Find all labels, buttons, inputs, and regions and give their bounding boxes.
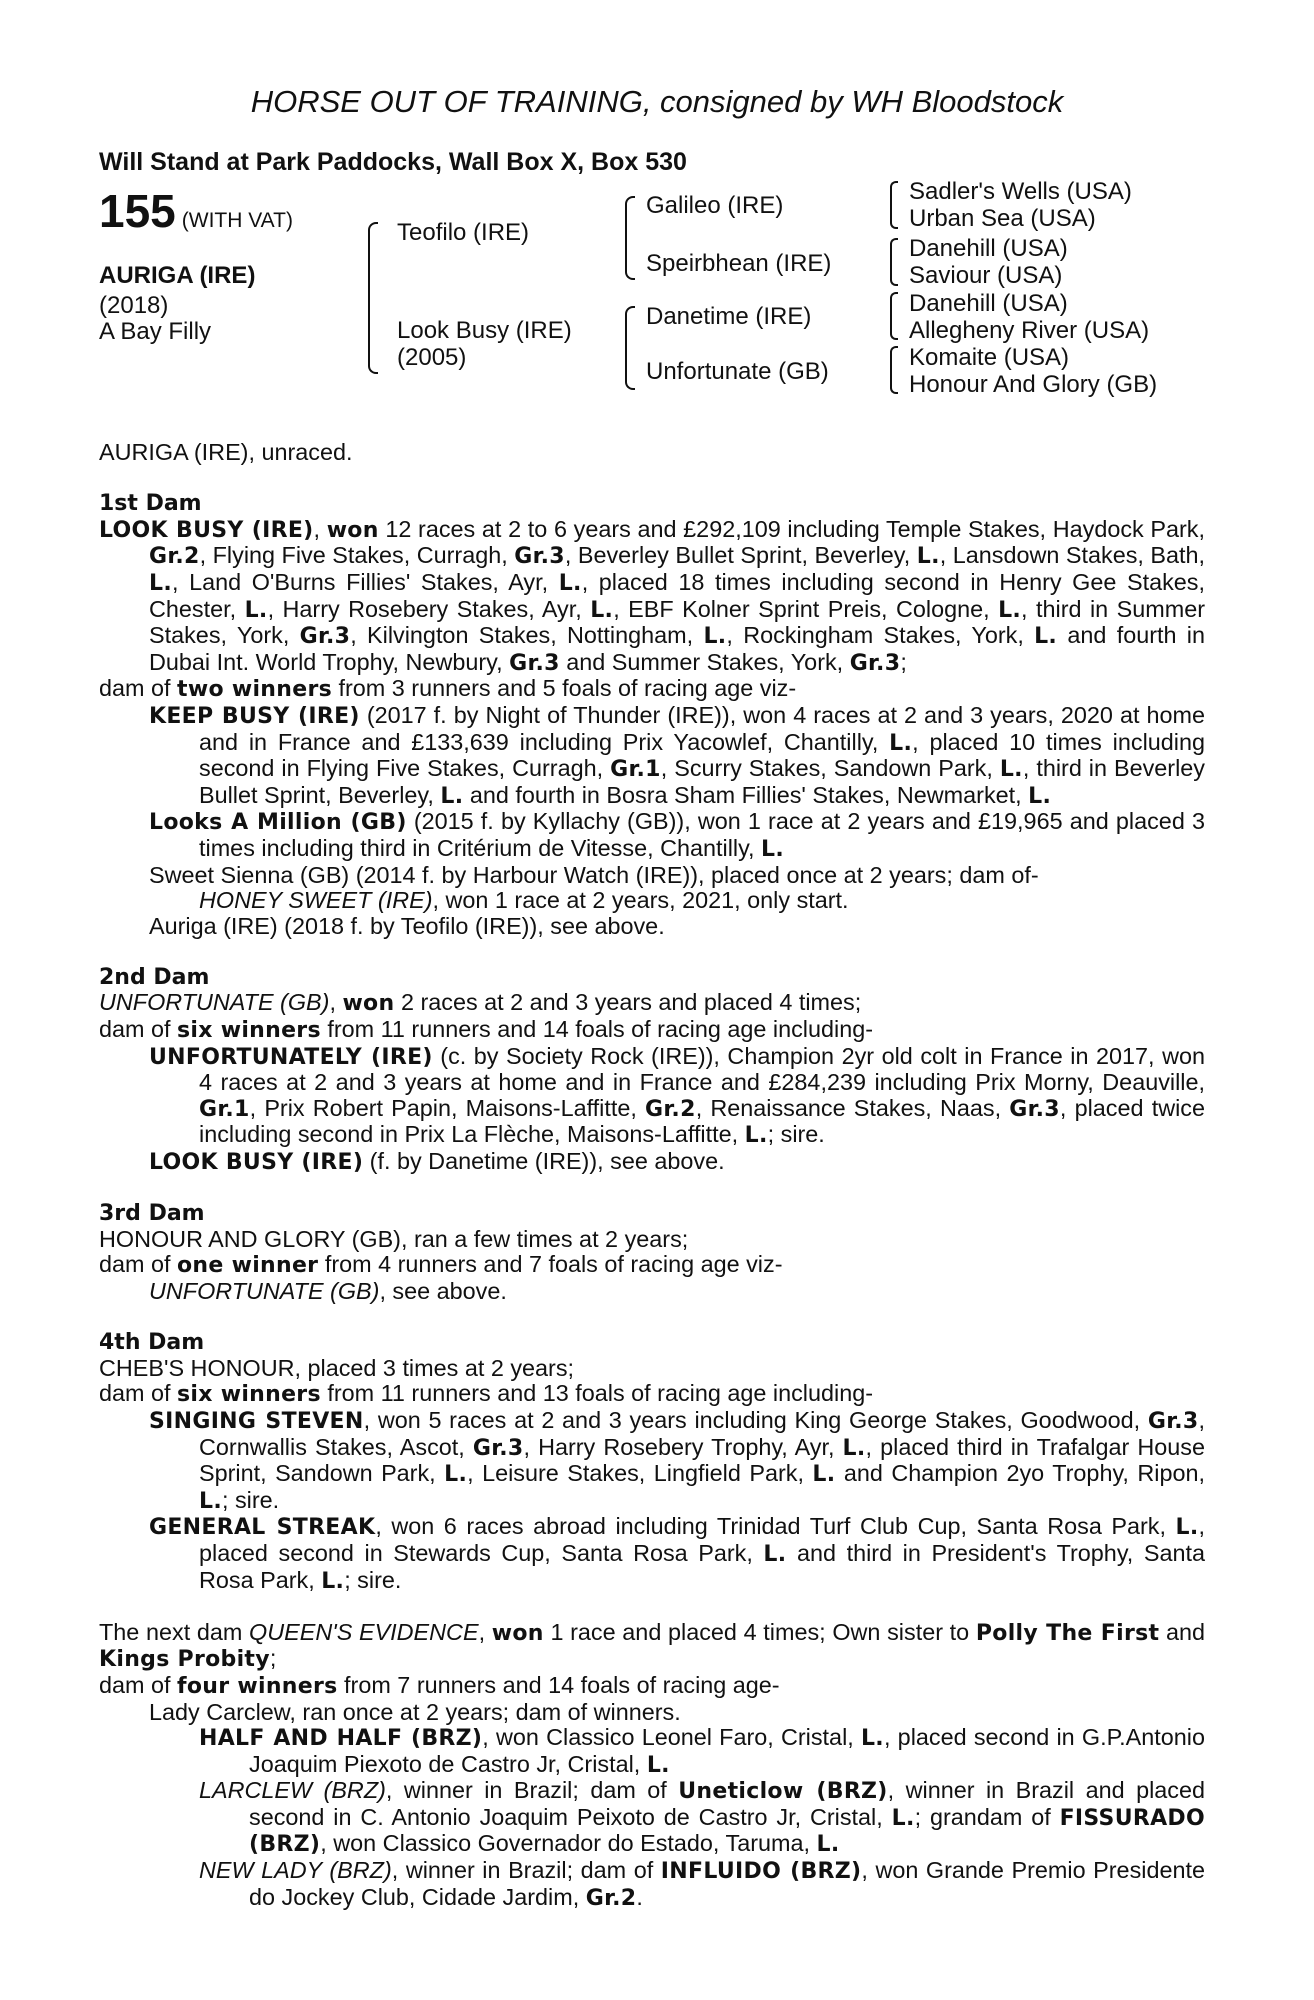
next-dam-record: The next dam QUEEN'S EVIDENCE, won 1 race and placed 4 times; Own sister to Polly The First and Kings Probity; bbox=[99, 1618, 1206, 1673]
produce-sweet-sienna: Sweet Sienna (GB) (2014 f. by Harbour Watch (IRE)), placed once at 2 years; dam of- bbox=[149, 861, 1039, 888]
pedigree-sire-dam: Speirbhean (IRE) bbox=[646, 250, 832, 277]
pedigree-dam-year: (2005) bbox=[397, 344, 467, 371]
produce-unfortunately: UNFORTUNATELY (IRE) (c. by Society Rock (IRE)), Champion 2yr old colt in France in 2017, won 4 races at 2 and 3 years at home and in France and £284,239 including Prix Morny, Deauville, Gr.1, Prix Robert Papin, Maisons-Laffitte, Gr.2, Renaissance Stakes, Naas, Gr.3, placed twice including second in Prix La Flèche, Maisons-Laffitte, L.; sire. bbox=[149, 1042, 1205, 1149]
horse-description: A Bay Filly bbox=[99, 318, 212, 345]
vat-note: (WITH VAT) bbox=[181, 209, 293, 232]
produce-honey-sweet: HONEY SWEET (IRE), won 1 race at 2 years, 2021, only start. bbox=[199, 887, 849, 914]
produce-looks-a-million: Looks A Million (GB) (2015 f. by Kyllachy (GB)), won 1 race at 2 years and £19,965 and placed 3 times including third in Critérium de Vitesse, Chantilly, L. bbox=[149, 808, 1205, 862]
produce-new-lady: NEW LADY (BRZ), winner in Brazil; dam of INFLUIDO (BRZ), won Grande Premio Presidente do Jockey Club, Cidade Jardim, Gr.2. bbox=[199, 1857, 1205, 1911]
pedigree-g1: Sadler's Wells (USA) bbox=[909, 178, 1132, 205]
pedigree-sire: Teofilo (IRE) bbox=[397, 219, 530, 246]
page-title: HORSE OUT OF TRAINING, consigned by WH Bloodstock bbox=[250, 84, 1064, 119]
pedigree-brace-main bbox=[368, 222, 378, 374]
pedigree-brace-dam bbox=[625, 306, 635, 390]
pedigree-sire-sire: Galileo (IRE) bbox=[646, 192, 784, 219]
pedigree-g7: Komaite (USA) bbox=[909, 344, 1070, 371]
produce-general-streak: GENERAL STREAK, won 6 races abroad including Trinidad Turf Club Cup, Santa Rosa Park, L., placed second in Stewards Cup, Santa Rosa Park, L. and third in President's Trophy, Santa Rosa Park, L.; sire. bbox=[149, 1513, 1205, 1594]
produce-half-and-half: HALF AND HALF (BRZ), won Classico Leonel Faro, Cristal, L., placed second in G.P.Antonio Joaquim Piexoto de Castro Jr, Cristal, L. bbox=[199, 1724, 1205, 1778]
intro-line: AURIGA (IRE), unraced. bbox=[99, 439, 353, 465]
produce-look-busy: LOOK BUSY (IRE) (f. by Danetime (IRE)), see above. bbox=[149, 1148, 725, 1176]
produce-unfortunate: UNFORTUNATE (GB), see above. bbox=[149, 1278, 507, 1304]
horse-year: (2018) bbox=[99, 292, 169, 319]
pedigree-g5: Danehill (USA) bbox=[909, 290, 1068, 317]
fourth-dam-heading: 4th Dam bbox=[99, 1330, 205, 1356]
pedigree-brace-g3 bbox=[890, 292, 898, 340]
next-dam-produce-summary: dam of four winners from 7 runners and 14 foals of racing age- bbox=[99, 1671, 780, 1699]
produce-keep-busy: KEEP BUSY (IRE) (2017 f. by Night of Thunder (IRE)), won 4 races at 2 and 3 years, 2020 at home and in France and £133,639 including Prix Yacowlef, Chantilly, L., placed 10 times including second in Flying Five Stakes, Curragh, Gr.1, Scurry Stakes, Sandown Park, L., third in Beverley Bullet Sprint, Beverley, L. and fourth in Bosra Sham Fillies' Stakes, Newmarket, L. bbox=[149, 701, 1206, 809]
pedigree-brace-sire bbox=[625, 196, 635, 280]
first-dam-produce-summary: dam of two winners from 3 runners and 5 foals of racing age viz- bbox=[99, 675, 797, 703]
catalogue-body bbox=[99, 440, 1205, 1911]
second-dam-heading: 2nd Dam bbox=[99, 964, 210, 990]
fourth-dam-record: CHEB'S HONOUR, placed 3 times at 2 years; bbox=[99, 1354, 575, 1381]
third-dam-produce-summary: dam of one winner from 4 runners and 7 foals of racing age viz- bbox=[99, 1251, 783, 1279]
pedigree-dam-sire: Danetime (IRE) bbox=[646, 303, 812, 330]
produce-lady-carclew: Lady Carclew, ran once at 2 years; dam of winners. bbox=[149, 1698, 681, 1725]
horse-name: AURIGA (IRE) bbox=[99, 262, 256, 289]
pedigree-dam: Look Busy (IRE) bbox=[397, 317, 572, 344]
second-dam-produce-summary: dam of six winners from 11 runners and 14 foals of racing age including- bbox=[99, 1016, 874, 1044]
first-dam-record: LOOK BUSY (IRE), won 12 races at 2 to 6 years and £292,109 including Temple Stakes, Haydock Park, Gr.2, Flying Five Stakes, Curragh, Gr.3, Beverley Bullet Sprint, Beverley, L., Lansdown Stakes, Bath, L., Land O'Burns Fillies' Stakes, Ayr, L., placed 18 times including second in Henry Gee Stakes, Chester, L., Harry Rosebery Stakes, Ayr, L., EBF Kolner Sprint Preis, Cologne, L., third in Summer Stakes, York, Gr.3, Kilvington Stakes, Nottingham, L., Rockingham Stakes, York, L. and fourth in Dubai Int. World Trophy, Newbury, Gr.3 and Summer Stakes, York, Gr.3; bbox=[99, 515, 1206, 676]
lot-number-block bbox=[99, 184, 293, 238]
produce-auriga: Auriga (IRE) (2018 f. by Teofilo (IRE)), see above. bbox=[149, 912, 665, 939]
pedigree-g4: Saviour (USA) bbox=[909, 262, 1063, 289]
third-dam-record: HONOUR AND GLORY (GB), ran a few times at 2 years; bbox=[99, 1225, 689, 1252]
fourth-dam-produce-summary: dam of six winners from 11 runners and 13 foals of racing age including- bbox=[99, 1380, 874, 1408]
pedigree-g2: Urban Sea (USA) bbox=[909, 205, 1096, 232]
produce-singing-steven: SINGING STEVEN, won 5 races at 2 and 3 years including King George Stakes, Goodwood, Gr.3, Cornwallis Stakes, Ascot, Gr.3, Harry Rosebery Trophy, Ayr, L., placed third in Trafalgar House Sprint, Sandown Park, L., Leisure Stakes, Lingfield Park, L. and Champion 2yo Trophy, Ripon, L.; sire. bbox=[149, 1406, 1205, 1514]
pedigree-brace-g1 bbox=[890, 181, 898, 229]
lot-number: 155 bbox=[99, 185, 176, 237]
pedigree-g8: Honour And Glory (GB) bbox=[909, 371, 1158, 398]
first-dam-heading: 1st Dam bbox=[99, 491, 202, 517]
pedigree-g3: Danehill (USA) bbox=[909, 235, 1068, 262]
pedigree-g6: Allegheny River (USA) bbox=[909, 317, 1150, 344]
produce-larclew: LARCLEW (BRZ), winner in Brazil; dam of Uneticlow (BRZ), winner in Brazil and placed second in C. Antonio Joaquim Peixoto de Castro Jr, Cristal, L.; grandam of FISSURADO (BRZ), won Classico Governador do Estado, Taruma, L. bbox=[199, 1777, 1205, 1858]
pedigree-brace-g4 bbox=[890, 346, 898, 394]
second-dam-record: UNFORTUNATE (GB), won 2 races at 2 and 3 years and placed 4 times; bbox=[99, 989, 862, 1017]
pedigree-dam-dam: Unfortunate (GB) bbox=[646, 358, 829, 385]
stable-location: Will Stand at Park Paddocks, Wall Box X, Box 530 bbox=[99, 148, 687, 176]
third-dam-heading: 3rd Dam bbox=[99, 1201, 205, 1227]
pedigree-brace-g2 bbox=[890, 238, 898, 286]
